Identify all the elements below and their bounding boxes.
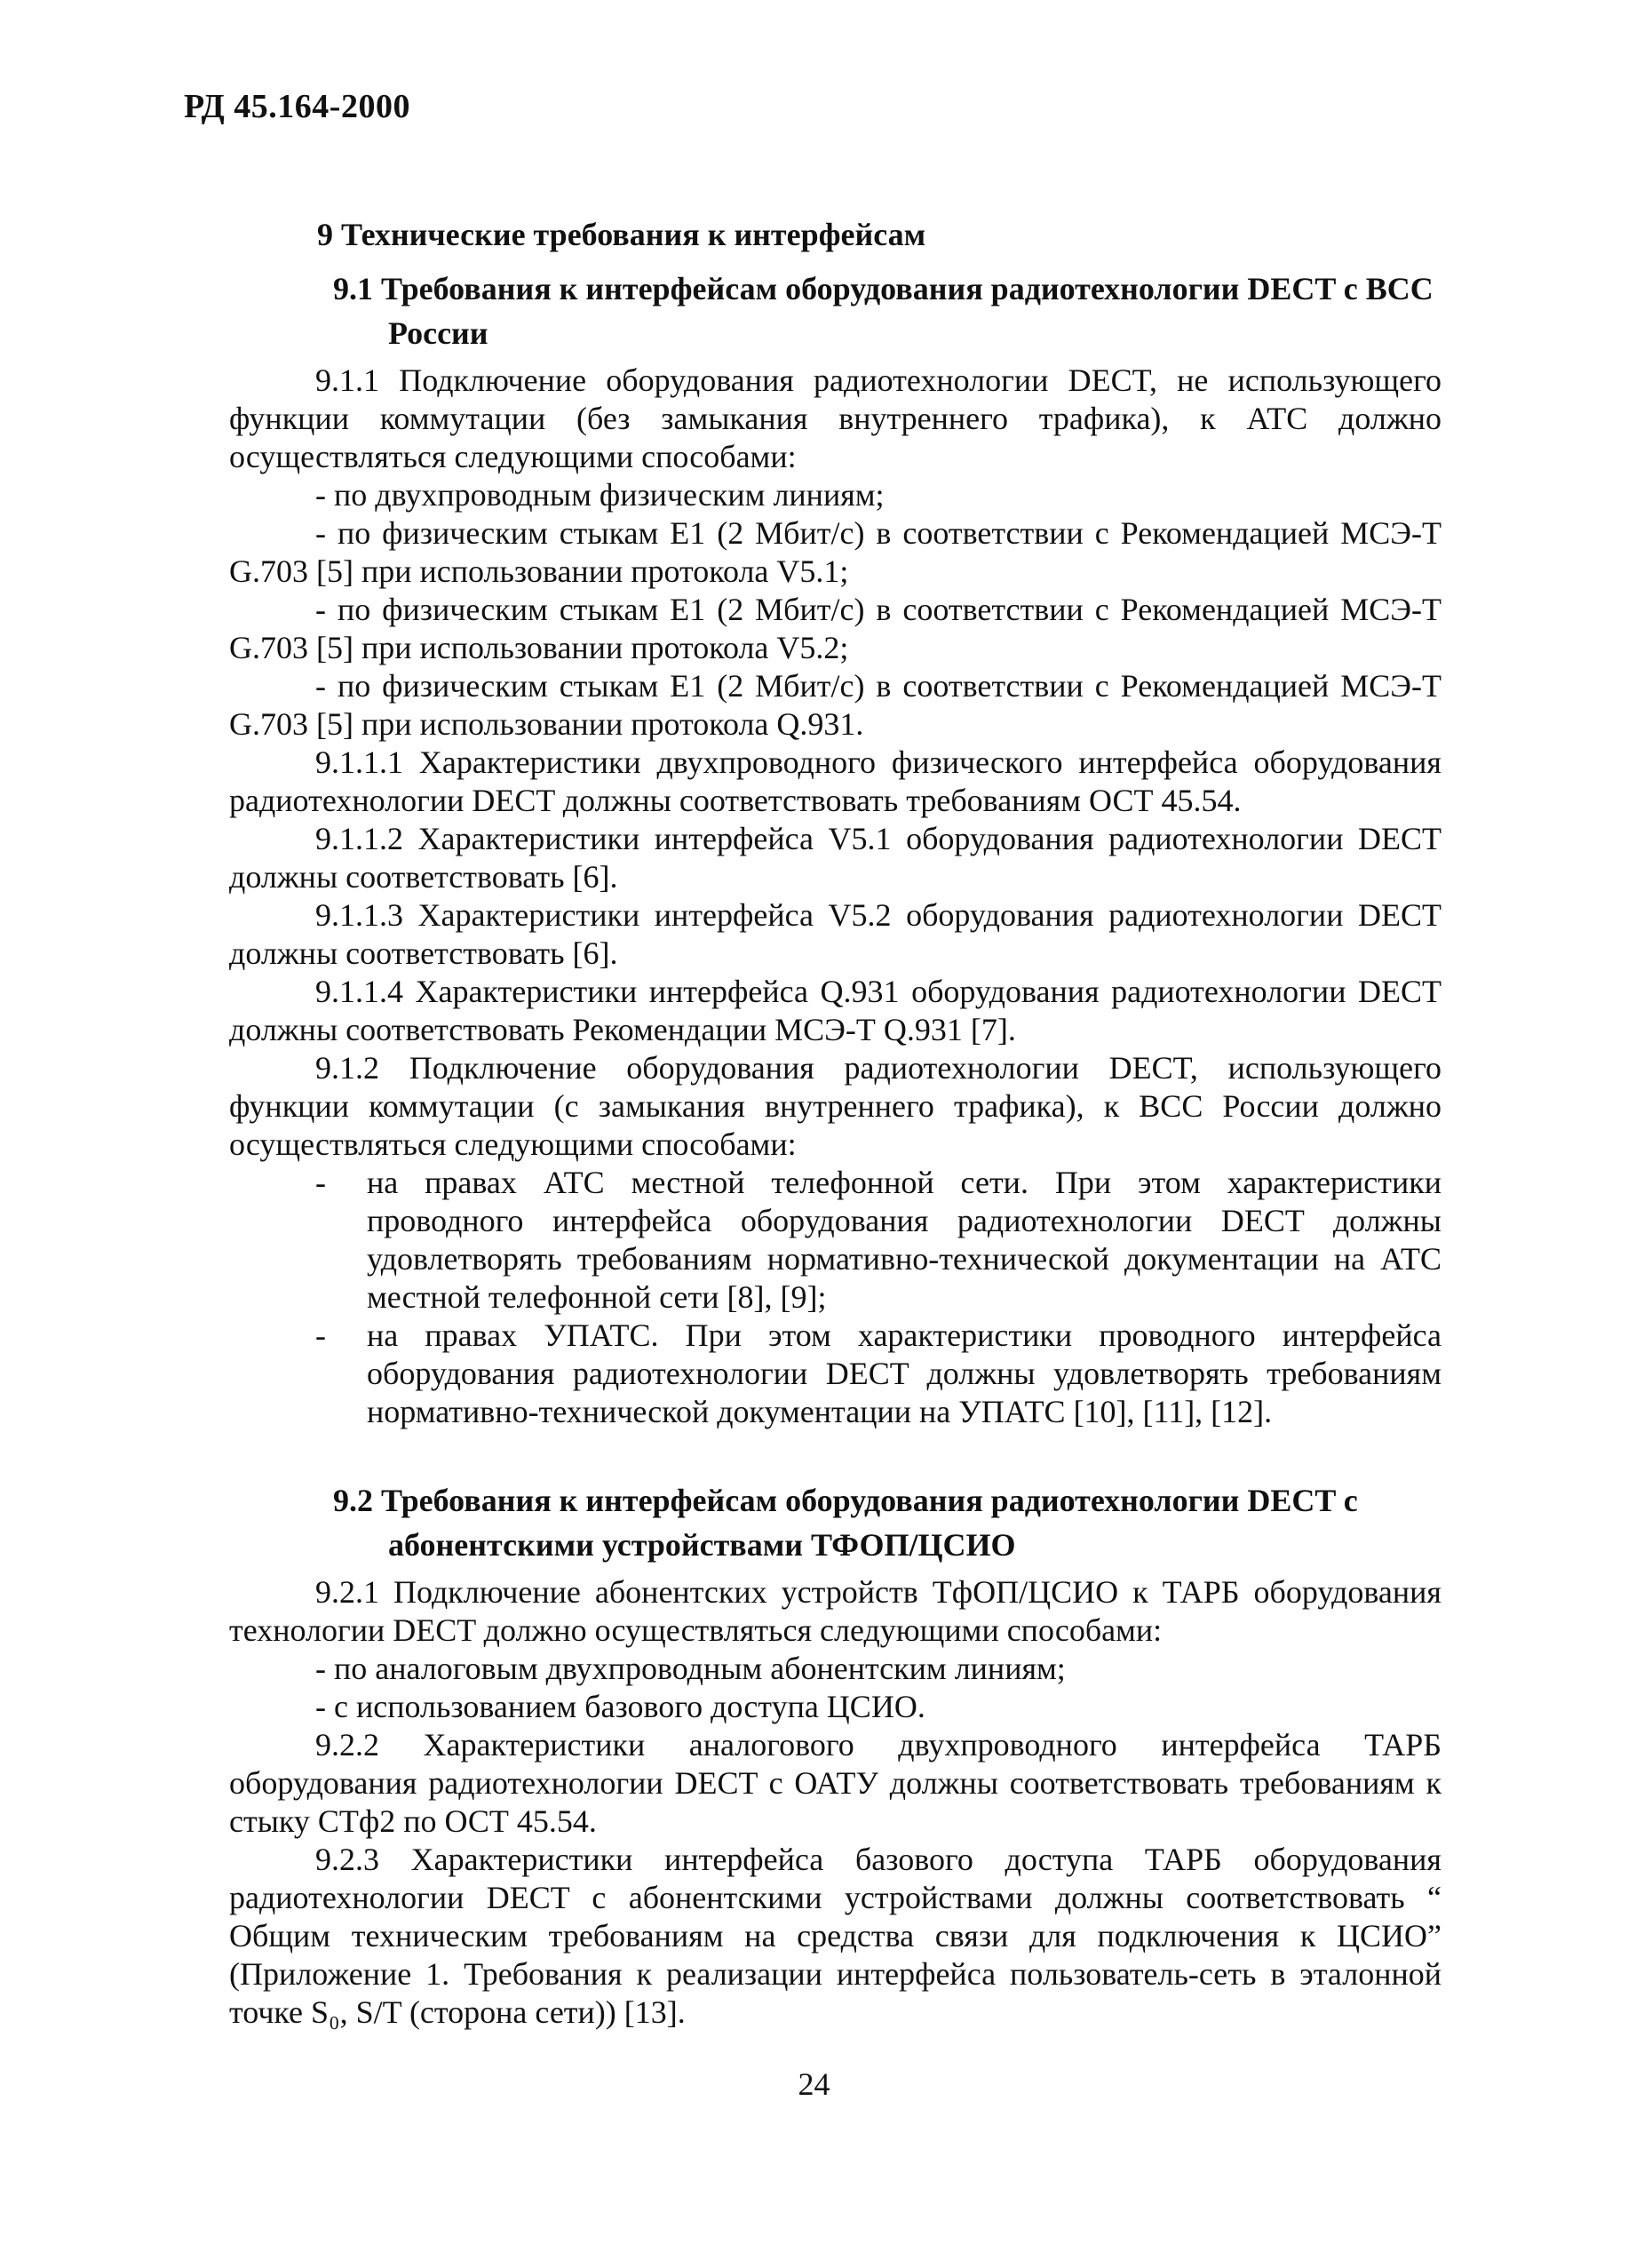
list-item: - по двухпроводным физическим линиям; [315, 477, 885, 513]
section-9-2-heading-line2: абонентскими устройствами ТФОП/ЦСИО [388, 1527, 1016, 1563]
list-item: - по физическим стыкам Е1 (2 Мбит/с) в соответствии с Рекомендацией МСЭ-Т G.703 [5] при использовании протокола Q.931. [229, 668, 1441, 742]
paragraph-9-1-1-3: 9.1.1.3 Характеристики интерфейса V5.2 оборудования радиотехнологии DECT должны соответствовать [6]. [229, 897, 1441, 971]
paragraph-9-2-1: 9.2.1 Подключение абонентских устройств ТфОП/ЦСИО к ТАРБ оборудования технологии DECT должно осуществляться следующими способами: [229, 1574, 1441, 1648]
bullet-item [229, 1317, 1441, 1431]
section-9-heading: 9 Технические требования к интерфейсам [317, 217, 926, 252]
section-9-1-heading-line1: 9.1 Требования к интерфейсам оборудования радиотехнологии DECT с ВСС [333, 271, 1433, 306]
paragraph-9-1-1: 9.1.1 Подключение оборудования радиотехнологии DECT, не использующего функции коммутации (без замыкания внутреннего трафика), к АТС должно осуществляться следующими способами: [229, 362, 1441, 474]
section-9-2-heading [333, 1478, 1443, 1567]
page-number: 24 [798, 2066, 830, 2102]
bullet-item [229, 1164, 1441, 1317]
paragraph-9-2-3: 9.2.3 Характеристики интерфейса базового доступа ТАРБ оборудования радиотехнологии DECT с абонентскими устройствами должны соответствовать “ Общим техническим требованиям на средства связи для подключения к ЦСИО” (Приложение 1. Требования к реализации интерфейса пользователь-сеть в эталонной точке S₀, S/T (сторона сети)) [13]. [229, 1842, 1441, 2030]
paragraph-9-1-2: 9.1.2 Подключение оборудования радиотехнологии DECT, использующего функции коммутации (с замыкания внутреннего трафика), к ВСС России должно осуществляться следующими способами: [229, 1050, 1441, 1162]
paragraph-9-2-2: 9.2.2 Характеристики аналогового двухпроводного интерфейса ТАРБ оборудования радиотехнологии DECT с ОАТУ должны соответствовать требованиям к стыку СТф2 по ОСТ 45.54. [229, 1727, 1441, 1839]
paragraph-9-1-1-1: 9.1.1.1 Характеристики двухпроводного физического интерфейса оборудования радиотехнологии DECT должны соответствовать требованиям ОСТ 45.54. [229, 744, 1441, 818]
section-9-2-heading-line1: 9.2 Требования к интерфейсам оборудования радиотехнологии DECT с [333, 1483, 1358, 1518]
paragraph-9-1-1-4: 9.1.1.4 Характеристики интерфейса Q.931 оборудования радиотехнологии DECT должны соответствовать Рекомендации МСЭ-Т Q.931 [7]. [229, 974, 1441, 1047]
list-item: - по физическим стыкам Е1 (2 Мбит/с) в соответствии с Рекомендацией МСЭ-Т G.703 [5] при использовании протокола V5.1; [229, 515, 1441, 589]
section-9-1-heading-line2: России [388, 315, 488, 351]
document-code: РД 45.164-2000 [184, 88, 410, 125]
section-9-1-heading [333, 267, 1443, 355]
bullet-text: на правах УПАТС. При этом характеристики проводного интерфейса оборудования радиотехнологии DECT должны удовлетворять требованиям нормативно-технической документации на УПАТС [10], [11], [12]. [367, 1317, 1441, 1429]
bullet-mark: - [315, 1317, 326, 1353]
bullet-mark: - [315, 1165, 326, 1200]
bullet-text: на правах АТС местной телефонной сети. При этом характеристики проводного интерфейса оборудования радиотехнологии DECT должны удовлетворять требованиям нормативно-технической документации на АТС местной телефонной сети [8], [9]; [367, 1165, 1441, 1315]
list-item: - по физическим стыкам Е1 (2 Мбит/с) в соответствии с Рекомендацией МСЭ-Т G.703 [5] при использовании протокола V5.2; [229, 592, 1441, 665]
list-item: - по аналоговым двухпроводным абонентским линиям; [315, 1651, 1066, 1686]
paragraph-9-1-1-2: 9.1.1.2 Характеристики интерфейса V5.1 оборудования радиотехнологии DECT должны соответствовать [6]. [229, 821, 1441, 895]
list-item: - с использованием базового доступа ЦСИО. [315, 1689, 925, 1724]
